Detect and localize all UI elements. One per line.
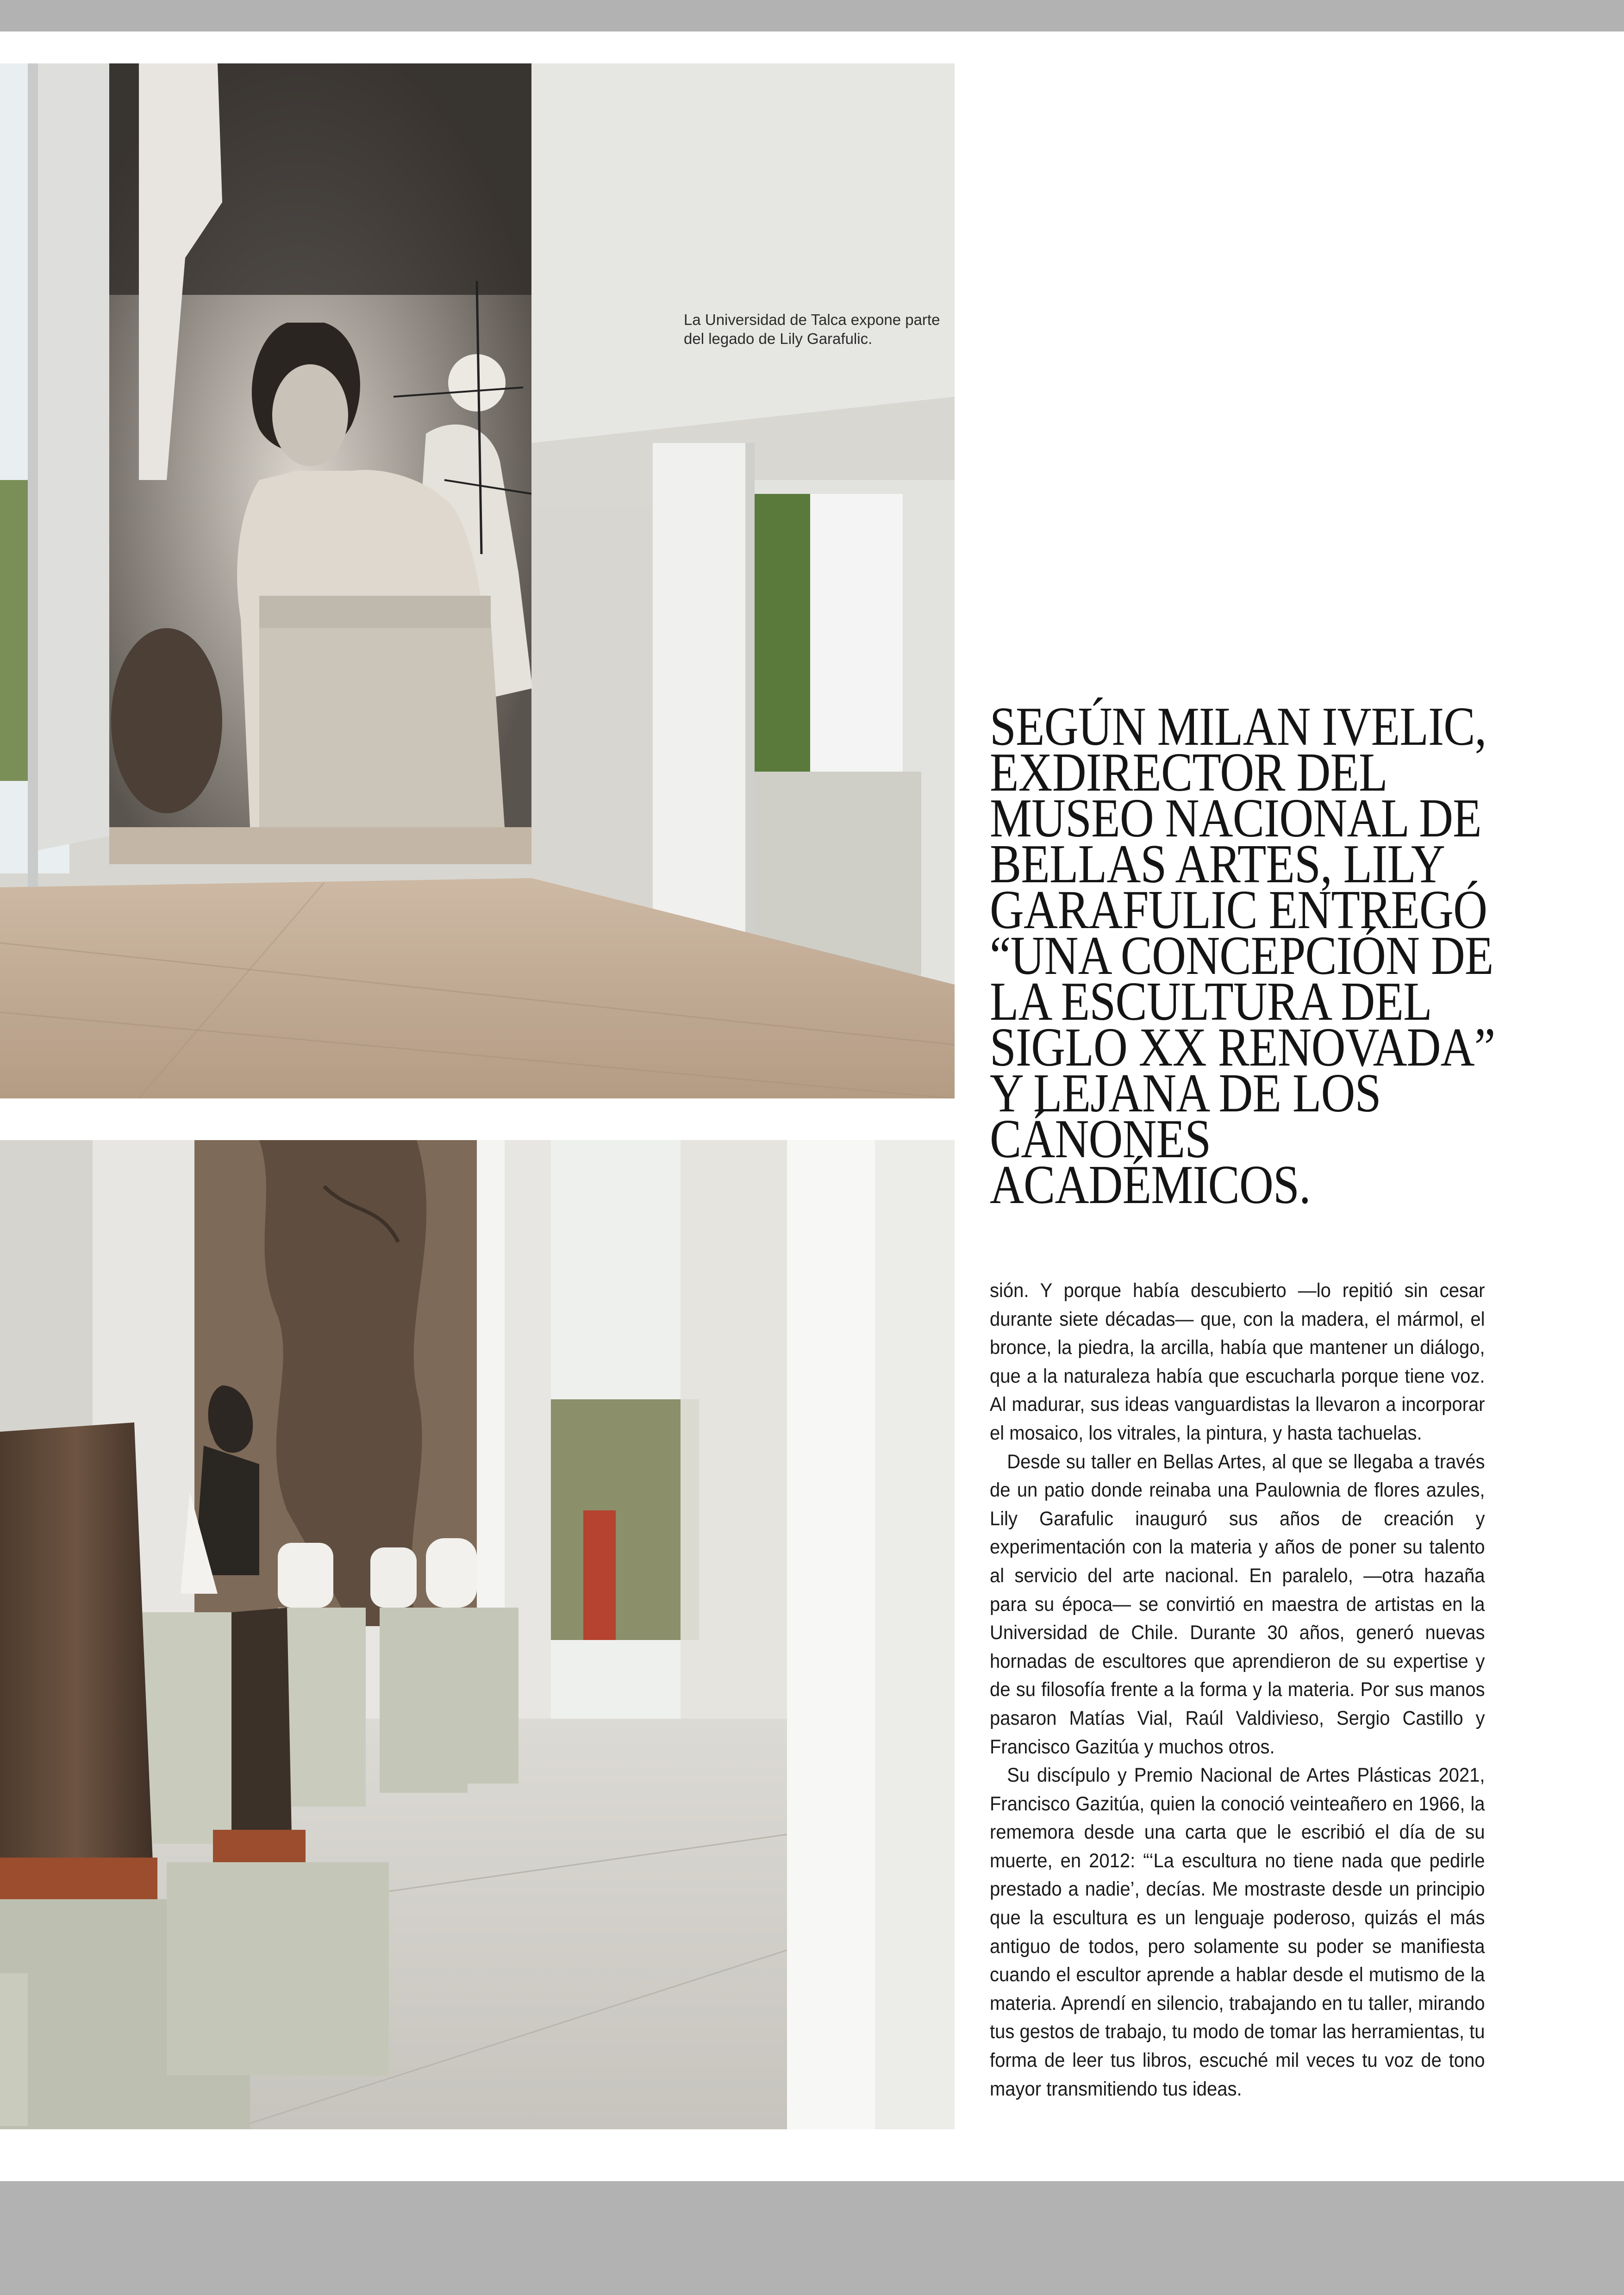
gallery-photo-icon <box>0 63 955 1098</box>
page-bottom-margin <box>0 2181 1624 2295</box>
article-body <box>990 1277 1485 2103</box>
body-paragraph: Desde su taller en Bellas Artes, al que se llegaba a través de un patio donde reinaba una Paulownia de flores azules, Lily Garafulic inauguró sus años de creación y experimentación con la materia y años de poner su talento al servicio del arte nacional. En paralelo, —otra hazaña para su época— se convirtió en maestra de artistas en la Universidad de Chile. Durante 30 años, generó nuevas hornadas de escultores que aprendieron de su expertise y de su filosofía frente a la forma y la materia. Por sus manos pasaron Matías Vial, Raúl Valdivieso, Sergio Castillo y Francisco Gazitúa y muchos otros. <box>990 1450 1485 1758</box>
body-paragraph: Su discípulo y Premio Nacional de Artes Plásticas 2021, Francisco Gazitúa, quien la conoció veinteañero en 1966, la rememora desde una carta que le escribió el día de su muerte, en 2012: “‘La escultura no tiene nada que pedirle prestado a nadie’, decías. Me mostraste desde un principio que la escultura es un lenguaje poderoso, quizás el más antiguo de todos, pero solamente su poder se manifiesta cuando el escultor aprende a hablar desde el mutismo de la materia. Aprendí en silencio, trabajando en tu taller, mirando tus gestos de trabajo, tu modo de tomar las herramientas, tu forma de leer tus libros, escuché mil veces tu voz de tono mayor transmitiendo tus ideas. <box>990 1764 1485 2100</box>
body-paragraph: sión. Y porque había descubierto —lo repitió sin cesar durante siete décadas— que, con la madera, el mármol, el bronce, la piedra, la arcilla, había que mantener un diálogo, que a la naturaleza había que escucharla porque tiene voz. Al madurar, sus ideas vanguardistas la llevaron a incorporar el mosaico, los vitrales, la pintura, y hasta tachuelas. <box>990 1279 1485 1444</box>
photo-caption: La Universidad de Talca expone parte del legado de Lily Garafulic. <box>684 311 940 347</box>
gallery-photo-sculptures <box>0 1140 955 2129</box>
pull-quote: SEGÚN MILAN IVELIC, EXDIRECTOR DEL MUSEO NACIONAL DE BELLAS ARTES, LILY GARAFULIC ENTREGÓ “UNA CONCEPCIÓN DE LA ESCULTURA DEL SIGLO XX RENOVADA” Y LEJANA DE LOS CÁNONES ACADÉMICOS. <box>990 696 1495 1215</box>
page-top-margin <box>0 0 1624 31</box>
gallery-photo-icon <box>0 1140 955 2129</box>
gallery-photo-mural <box>0 63 955 1098</box>
